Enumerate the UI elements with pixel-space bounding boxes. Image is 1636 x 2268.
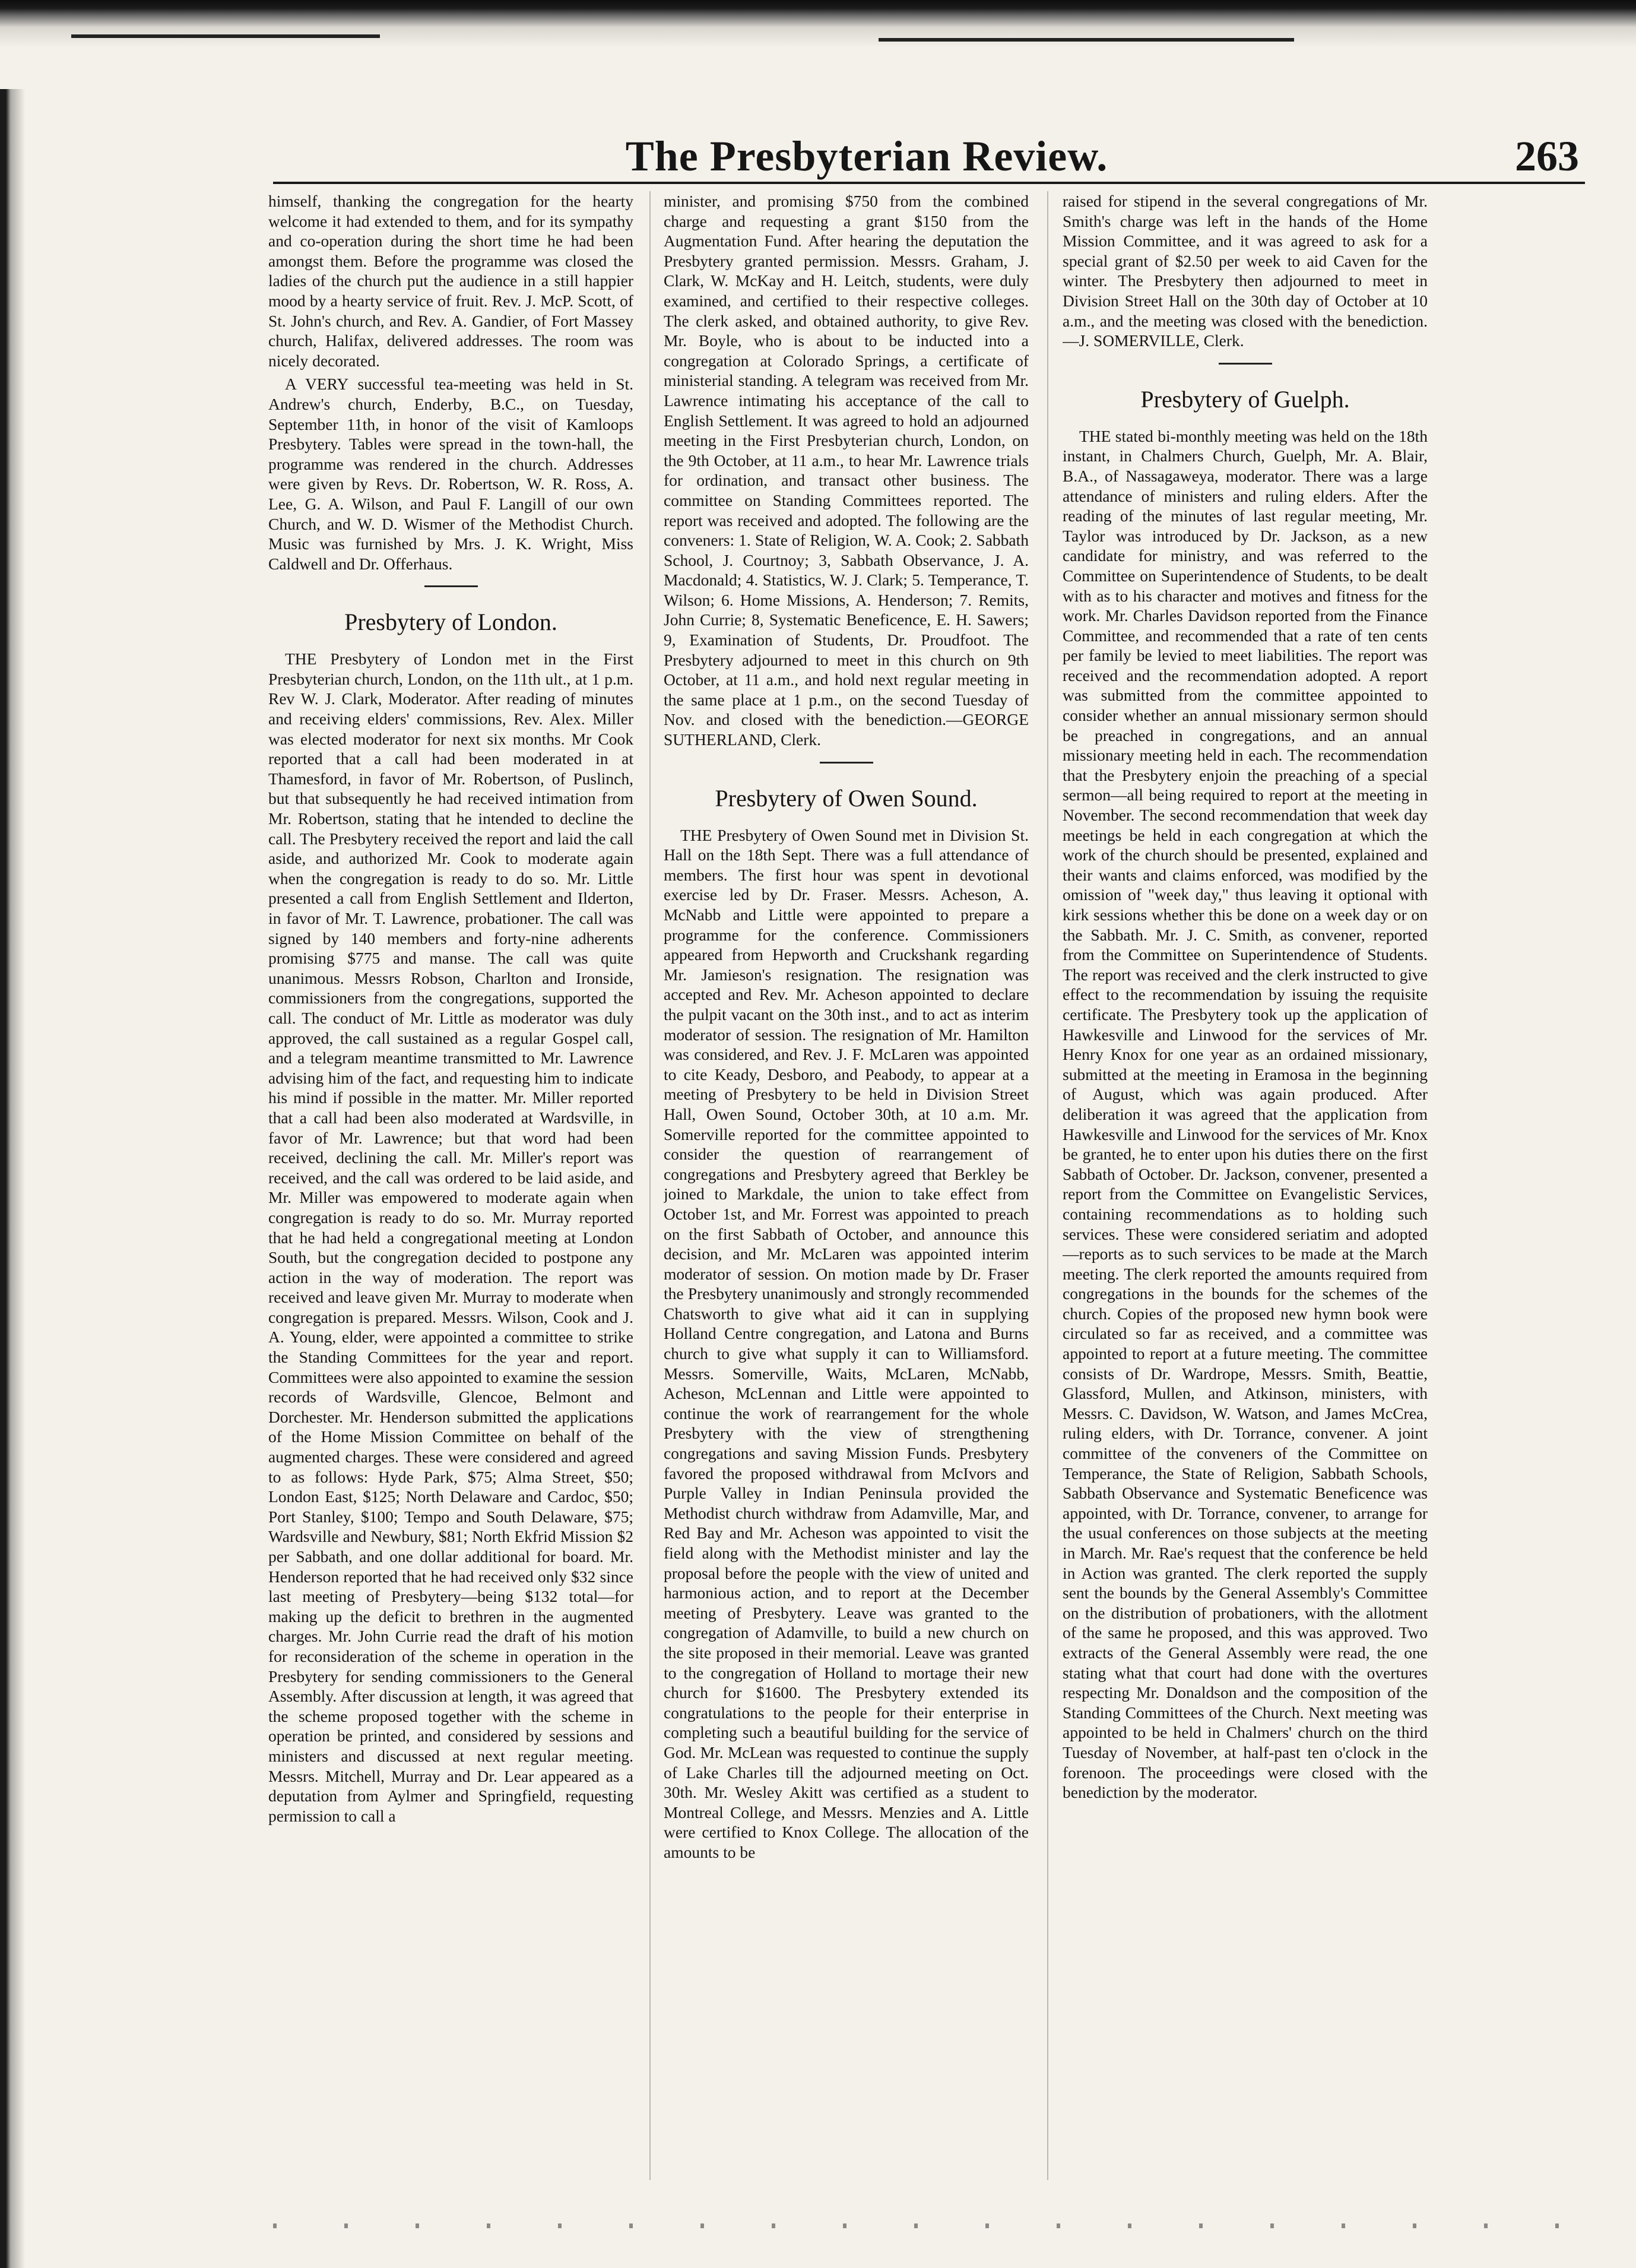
column-3-lead-paragraph: raised for stipend in the several congregations of Mr. Smith's charge was left in the hands of the Home Mission Committee, and it was agreed to ask for a special grant of $2.50 per week to aid Caven for the winter. The Presbytery then adjourned to meet in Division Street Hall on the 30th day of October at 10 a.m., and the meeting was closed with the benediction.—J. SOMERVILLE, Clerk. xyxy=(1063,192,1428,350)
masthead-title: The Presbyterian Review. xyxy=(625,132,1108,180)
scan-bottom-specks xyxy=(273,2223,1609,2228)
column-1-paragraph-2: A VERY successful tea-meeting was held in St. Andrew's church, Enderby, B.C., on Tuesday, September 11th, in honor of the visit of Kamloops Presbytery. Tables were spread in the town-hall, the programme was rendered in the church. Addresses were given by Revs. Dr. Robertson, W. R. Ross, A. Lee, G. A. Wilson, and Paul F. Langill of our own Church, and W. D. Wismer of the Methodist Church. Music was furnished by Mrs. J. K. Wright, Miss Caldwell and Dr. Offerhaus. xyxy=(268,375,633,573)
column-3 xyxy=(1063,191,1428,2180)
scan-left-edge xyxy=(0,89,36,2268)
column-1 xyxy=(268,191,633,2180)
scan-stroke xyxy=(879,38,1294,42)
section-body-owen-sound: THE Presbytery of Owen Sound met in Division St. Hall on the 18th Sept. There was a full attendance of members. The first hour was spent in devotional exercise led by Dr. Fraser. Messrs. Acheson, A. McNabb and Little were appointed to prepare a programme for the conference. Commissioners appeared from Hepworth and Cruckshank regarding Mr. Jamieson's resignation. The resignation was accepted and Rev. Mr. Acheson appointed to declare the pulpit vacant on the 30th inst., and to act as interim moderator of session. The resignation of Mr. Hamilton was considered, and Rev. J. F. McLaren was appointed to cite Keady, Desboro, and Peabody, to appear at a meeting of Presbytery to be held in Division Street Hall, Owen Sound, October 30th, at 10 a.m. Mr. Somerville reported for the committee appointed to consider the question of rearrangement of congregations and Presbytery agreed that Berkley be joined to Markdale, the union to take effect from October 1st, and Mr. Forrest was appointed to preach on the first Sabbath of October, and announce this decision, and Mr. McLaren was appointed interim moderator of session. On motion made by Dr. Fraser the Presbytery unanimously and strongly recommended Chatsworth to give what aid it can in supplying Holland Centre congregation, and Latona and Burns church to give what supply it can to Williamsford. Messrs. Somerville, Waits, McLaren, McNabb, Acheson, McLennan and Little were appointed to continue the work of rearrangement for the whole Presbytery with the view of strengthening congregations and saving Mission Funds. Presbytery favored the proposed withdrawal from McIvors and Purple Valley in Indian Peninsula provided the Methodist church withdraw from Adamville, Mar, and Red Bay and Mr. Acheson was appointed to visit the field along with the Methodist minister and lay the proposal before the people with the view of united and harmonious action, and to report at the December meeting of Presbytery. Leave was granted to the congregation of Adamville, to build a new church on the site proposed in their memorial. Leave was granted to the congregation of Holland to mortage their new church for $1600. The Presbytery extended its congratulations to the people for their enterprise in completing such a beautiful building for the service of God. Mr. McLean was requested to continue the supply of Lake Charles till the adjourned meeting on Oct. 30th. Mr. Wesley Akitt was certified as a student to Montreal College, and Messrs. Menzies and A. Little were certified to Knox College. The allocation of the amounts to be xyxy=(664,825,1029,1861)
section-separator xyxy=(424,585,478,587)
section-title-london: Presbytery of London. xyxy=(344,609,557,636)
column-1-lead-paragraph: himself, thanking the congregation for the hearty welcome it had extended to them, and for its sympathy and co-operation during the short time he had been amongst them. Before the programme was closed the ladies of the church put the audience in a still happier mood by a hearty service of fruit. Rev. J. McP. Scott, of St. John's church, and Rev. A. Gandier, of Fort Massey church, Halifax, delivered addresses. The room was nicely decorated. xyxy=(268,192,633,370)
column-gutter xyxy=(649,191,651,2180)
scan-stroke xyxy=(71,34,380,38)
column-2-lead-paragraph: minister, and promising $750 from the combined charge and requesting a grant $150 from the Augmentation Fund. After hearing the deputation the Presbytery granted permission. Messrs. Graham, J. Clark, W. McKay and H. Leitch, students, were duly examined, and certified to their respective colleges. The clerk asked, and obtained authority, to give Rev. Mr. Boyle, who is about to be inducted into a congregation at Colorado Springs, a certificate of ministerial standing. A telegram was received from Mr. Lawrence intimating his acceptance of the call to English Settlement. It was agreed to hold an adjourned meeting in the First Presbyterian church, London, on the 9th October, at 11 a.m., to hear Mr. Lawrence trials for ordination, and transact other business. The committee on Standing Committees reported. The report was received and adopted. The following are the conveners: 1. State of Religion, W. A. Cook; 2. Sabbath School, J. Courtnoy; 3, Sabbath Observance, J. A. Macdonald; 4. Statistics, W. J. Clark; 5. Temperance, T. Wilson; 6. Home Missions, A. Henderson; 7. Remits, John Currie; 8, Systematic Beneficence, E. H. Sawers; 9, Examination of Students, Dr. Proudfoot. The Presbytery adjourned to meet in this church on 9th October, at 11 a.m., and hold next regular meeting in the same place at 1 p.m., on the second Tuesday of Nov. and closed with the benediction.—GEORGE SUTHERLAND, Clerk. xyxy=(664,192,1029,749)
section-title-owen-sound: Presbytery of Owen Sound. xyxy=(715,784,978,812)
column-gutter xyxy=(1047,191,1048,2180)
section-title-guelph: Presbytery of Guelph. xyxy=(1140,385,1350,413)
section-separator xyxy=(820,762,873,764)
page-number: 263 xyxy=(1515,132,1579,180)
column-2 xyxy=(664,191,1029,2180)
section-body-london: THE Presbytery of London met in the First Presbyterian church, London, on the 11th ult., at 1 p.m. Rev W. J. Clark, Moderator. After reading of minutes and receiving elders' commissions, Rev. Alex. Miller was elected moderator for next six months. Mr Cook reported that a call had been moderated in at Thamesford, in favor of Mr. Robertson, of Puslinch, but that subsequently he had received intimation from Mr. Robertson, stating that he intended to decline the call. The Presbytery received the report and laid the call aside, and authorized Mr. Cook to moderate again when the congregation is ready to do so. Mr. Little presented a call from English Settlement and Ilderton, in favor of Mr. T. Lawrence, probationer. The call was signed by 140 members and forty-nine adherents promising $775 and manse. The call was quite unanimous. Messrs Robson, Charlton and Ironside, commissioners from the congregations, supported the call. The conduct of Mr. Little as moderator was duly approved, the call sustained as a regular Gospel call, and a telegram meantime transmitted to Mr. Lawrence advising him of the fact, and requesting him to indicate his mind if possible in the matter. Mr. Miller reported that a call had been also moderated at Wardsville, in favor of Mr. Lawrence; but that word had been received, declining the call. Mr. Miller's report was received, and the call was ordered to be laid aside, and Mr. Miller was empowered to moderate again when congregation is ready to do so. Mr. Murray reported that he had held a congregational meeting at London South, but the congregation decided to postpone any action in the way of moderation. The report was received and leave given Mr. Murray to moderate when congregation is prepared. Messrs. Wilson, Cook and J. A. Young, elder, were appointed a committee to strike the Standing Committees for the year and report. Committees were also appointed to examine the session records of Wardsville, Glencoe, Belmont and Dorchester. Mr. Henderson submitted the applications of the Home Mission Committee on behalf of the augmented charges. These were considered and agreed to as follows: Hyde Park, $75; Alma Street, $50; London East, $125; North Delaware and Cardoc, $50; Port Stanley, $100; Tempo and South Delaware, $75; Wardsville and Newbury, $81; North Ekfrid Mission $2 per Sabbath, and one dollar additional for board. Mr. Henderson reported that he had received only $32 since last meeting of Presbytery—being $132 total—for making up the deficit to brethren in the augmented charges. Mr. John Currie read the draft of his motion for reconsideration of the scheme in operation in the Presbytery for sending commissioners to the General Assembly. After discussion at length, it was agreed that the scheme proposed together with the scheme in operation be printed, and considered by sessions and ministers and discussed at next regular meeting. Messrs. Mitchell, Murray and Dr. Lear appeared as a deputation from Aylmer and Springfield, requesting permission to call a xyxy=(268,650,633,1825)
section-body-guelph: THE stated bi-monthly meeting was held on the 18th instant, in Chalmers Church, Guelph, Mr. A. Blair, B.A., of Nassagaweya, moderator. There was a large attendance of ministers and ruling elders. After the reading of the minutes of last regular meeting, Mr. Taylor was introduced by Dr. Jackson, as a new candidate for ministry, and was referred to the Committee on Superintendence of Students, to be dealt with as to his character and motives and fitness for the work. Mr. Charles Davidson reported from the Finance Committee, and recommended that a rate of ten cents per family be levied to meet liabilities. The report was received and the recommendation adopted. A report was submitted from the committee appointed to consider whether an annual missionary sermon should be preached in congregations, and an annual missionary meeting held in each. The recommendation that the Presbytery enjoin the preaching of a special sermon—all being required to report at the meeting in November. The second recommendation that week day meetings be held in each congregation at which the work of the church should be presented, explained and their wants and claims enforced, was modified by the omission of "week day," thus leaving it optional with kirk sessions whether this be done on a week day or on the Sabbath. Mr. J. C. Smith, as convener, reported from the Committee on Superintendence of Students. The report was received and the clerk instructed to give effect to the recommendation by issuing the requisite certificate. The Presbytery took up the application of Hawkesville and Linwood for the services of Mr. Henry Knox for one year as an ordained missionary, submitted at the meeting in Eramosa in the beginning of August, which was again produced. After deliberation it was agreed that the application from Hawkesville and Linwood for the services of Mr. Knox be granted, he to enter upon his duties there on the first Sabbath of October. Dr. Jackson, convener, presented a report from the Committee on Evangelistic Services, containing recommendations as to holding such services. These were considered seriatim and adopted—reports as to such services to be made at the March meeting. The clerk reported the amounts required from congregations in the bounds for the schemes of the church. Copies of the proposed new hymn book were circulated so far as received, and a committee was appointed to report at a future meeting. The committee consists of Dr. Wardrope, Messrs. Smith, Beattie, Glassford, Mullen, and Atkinson, ministers, with Messrs. C. Davidson, W. Watson, and James McCrea, ruling elders, with Dr. Torrance, convener. A joint committee of the conveners of the Committee on Temperance, the State of Religion, Sabbath Schools, Sabbath Observance and Systematic Beneficence was appointed, with Dr. Torrance, convener, to arrange for the usual conferences on those subjects at the meeting in March. Mr. Rae's request that the conference be held in Action was granted. The clerk reported the supply sent the bounds by the General Assembly's Committee on the distribution of probationers, with the allotment of the same he proposed, and this was approved. Two extracts of the General Assembly were read, the one stating what that court had done with the overtures respecting Mr. Donaldson and the composition of the Standing Committees of the Church. Next meeting was appointed to be held in Chalmers' church on the third Tuesday of November, at half-past ten o'clock in the forenoon. The proceedings were closed with the benediction by the moderator. xyxy=(1063,426,1428,1802)
section-separator xyxy=(1219,363,1272,365)
scan-top-edge xyxy=(0,0,1636,89)
header-rule xyxy=(273,182,1585,184)
